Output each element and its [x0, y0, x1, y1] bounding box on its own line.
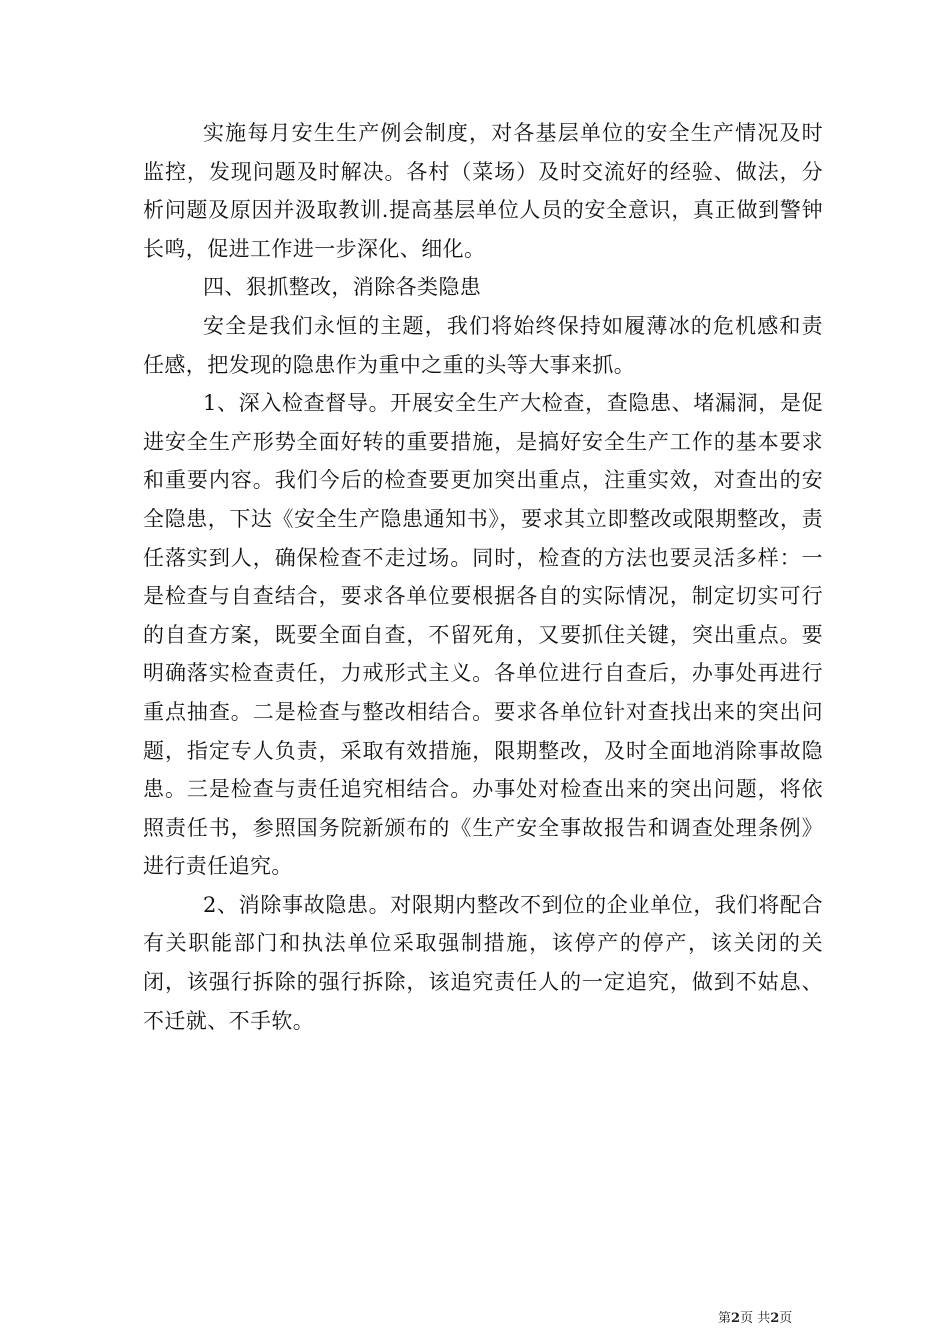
- paragraph-meeting-system: 实施每月安生生产例会制度，对各基层单位的安全生产情况及时监控，发现问题及时解决。各村（菜场）及时交流好的经验、做法，分析问题及原因并汲取教训.提高基层单位人员的安全意识，真正做到警钟长鸣，促进工作进一步深化、细化。: [143, 121, 823, 261]
- paragraph-inspection: 1、深入检查督导。开展安全生产大检查，查隐患、堵漏洞，是促进安全生产形势全面好转的重要措施，是搞好安全生产工作的基本要求和重要内容。我们今后的检查要更加突出重点，注重实效，对查出的安全隐患，下达《安全生产隐患通知书》，要求其立即整改或限期整改，责任落实到人，确保检查不走过场。同时，检查的方法也要灵活多样：一是检查与自查结合，要求各单位要根据各自的实际情况，制定切实可行的自查方案，既要全面自查，不留死角，又要抓住关键，突出重点。要明确落实检查责任，力戒形式主义。各单位进行自查后，办事处再进行重点抽查。二是检查与整改相结合。要求各单位针对查找出来的突出问题，指定专人负责，采取有效措施，限期整改，及时全面地消除事故隐患。三是检查与责任追究相结合。办事处对检查出来的突出问题，将依照责任书，参照国务院新颁布的《生产安全事故报告和调查处理条例》进行责任追究。: [143, 391, 823, 879]
- footer-suffix: 页: [779, 1311, 793, 1326]
- footer-prefix: 第: [718, 1311, 732, 1326]
- footer-current-page: 2: [731, 1311, 741, 1326]
- section-heading-rectification: 四、狠抓整改，消除各类隐患: [203, 275, 482, 300]
- footer-middle: 页 共: [740, 1311, 771, 1326]
- document-body: [143, 114, 823, 1040]
- footer-total-pages: 2: [770, 1311, 780, 1326]
- paragraph-eliminate-hazards: 2、消除事故隐患。对限期内整改不到位的企业单位，我们将配合有关职能部门和执法单位采取强制措施，该停产的停产，该关闭的关闭，该强行拆除的强行拆除，该追究责任人的一定追究，做到不姑息、不迁就、不手软。: [143, 892, 823, 1033]
- paragraph-safety-theme: 安全是我们永恒的主题，我们将始终保持如履薄冰的危机感和责任感，把发现的隐患作为重中之重的头等大事来抓。: [143, 313, 823, 377]
- page-footer: [718, 1307, 792, 1326]
